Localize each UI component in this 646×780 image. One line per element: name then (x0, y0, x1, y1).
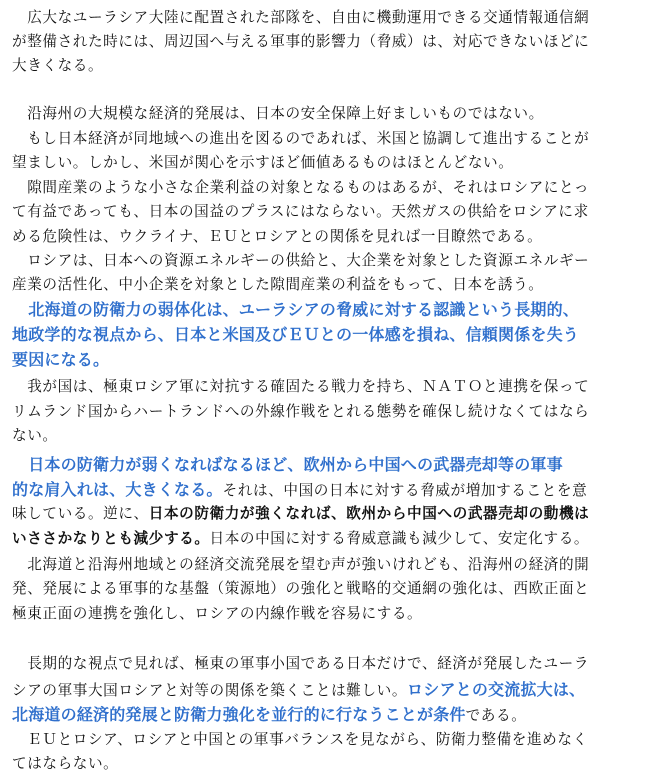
paragraph-line: 大きくなる。 (12, 57, 104, 74)
paragraph-line: 極東正面の連携を強化し、ロシアの内線作戦を容易にする。 (12, 605, 423, 622)
paragraph-line: て有益であっても、日本の国益のプラスにはならない。天然ガスの供給をロシアに求 (12, 203, 589, 220)
plain-span: シアの軍事大国ロシアと対等の関係を築くことは難しい。 (12, 682, 408, 699)
highlight-line: 要因になる。 (12, 350, 110, 369)
paragraph-line: リムランド国からハートランドへの外線作戦をとれる態勢を確保し続けなくてはなら (12, 403, 590, 420)
mixed-line (12, 702, 526, 725)
plain-span: 日本の中国に対する脅威意識も減少して、安定化する。 (209, 530, 590, 547)
mixed-line (12, 502, 589, 523)
plain-span: 味している。逆に、 (12, 505, 149, 522)
paragraph-line: 北海道と沿海州地域との経済交流発展を望む声が強いけれども、沿海州の経済的開 (12, 556, 590, 573)
paragraph-line: 隙間産業のような小さな企業利益の対象となるものはあるが、それはロシアにとっ (12, 179, 590, 196)
highlight-line: 北海道の防衛力の弱体化は、ユーラシアの脅威に対する認識という長期的、 (12, 300, 580, 319)
highlight-span: 的な肩入れは、大きくなる。 (12, 480, 223, 499)
bold-span: 日本の防衛力が強くなれば、欧州から中国への武器売却の動機は (148, 505, 590, 522)
plain-span: それは、中国の日本に対する脅威が増加することを意 (222, 482, 588, 499)
highlight-span: 北海道の経済的発展と防衛力強化を並行的に行なうことが条件 (12, 705, 466, 724)
paragraph-line: もし日本経済が同地域への進出を図るのであれば、米国と協調して進出することが (12, 130, 590, 147)
paragraph-line: 発、発展による軍事的な基盤（策源地）の強化と戦略的交通網の強化は、西欧正面と (12, 580, 590, 597)
paragraph-line: てはならない。 (12, 755, 119, 772)
highlight-span: ロシアとの交流拡大は、 (407, 680, 586, 699)
paragraph-line: める危険性は、ウクライナ、ＥＵとロシアとの関係を見れば一目瞭然である。 (12, 228, 543, 245)
paragraph-line: ロシアは、日本への資源エネルギーの供給と、大企業を対象とした資源エネルギー (12, 252, 590, 269)
highlight-line: 日本の防衛力が弱くなればなるほど、欧州から中国への武器売却等の軍事 (12, 455, 563, 474)
plain-span: である。 (465, 707, 527, 724)
paragraph-line: ない。 (12, 427, 58, 444)
paragraph-line: 産業の活性化、中小企業を対象とした隙間産業の利益をもって、日本を誘う。 (12, 276, 544, 293)
bold-span: いささかなりとも減少する。 (12, 530, 210, 547)
paragraph-line: が整備された時には、周辺国へ与える軍事的影響力（脅威）は、対応できないほどに (12, 33, 590, 50)
paragraph-line: 沿海州の大規模な経済的発展は、日本の安全保障上好ましいものではない。 (12, 105, 544, 122)
paragraph-line: 我が国は、極東ロシア軍に対抗する確固たる戦力を持ち、ＮＡＴＯと連携を保って (12, 378, 590, 395)
paragraph-line: 長期的な視点で見れば、極東の軍事小国である日本だけで、経済が発展したユーラ (12, 655, 590, 672)
mixed-line (12, 527, 589, 548)
paragraph-line: ＥＵとロシア、ロシアと中国との軍事バランスを見ながら、防衛力整備を進めなく (12, 731, 588, 748)
mixed-line (12, 677, 585, 700)
mixed-line (12, 477, 587, 500)
paragraph-line: 広大なユーラシア大陸に配置された部隊を、自由に機動運用できる交通情報通信網 (12, 9, 590, 26)
highlight-line: 地政学的な視点から、日本と米国及びＥＵとの一体感を損ね、信頼関係を失う (12, 325, 580, 344)
paragraph-line: 望ましい。しかし、米国が関心を示すほど価値あるものはほとんどない。 (12, 154, 514, 171)
